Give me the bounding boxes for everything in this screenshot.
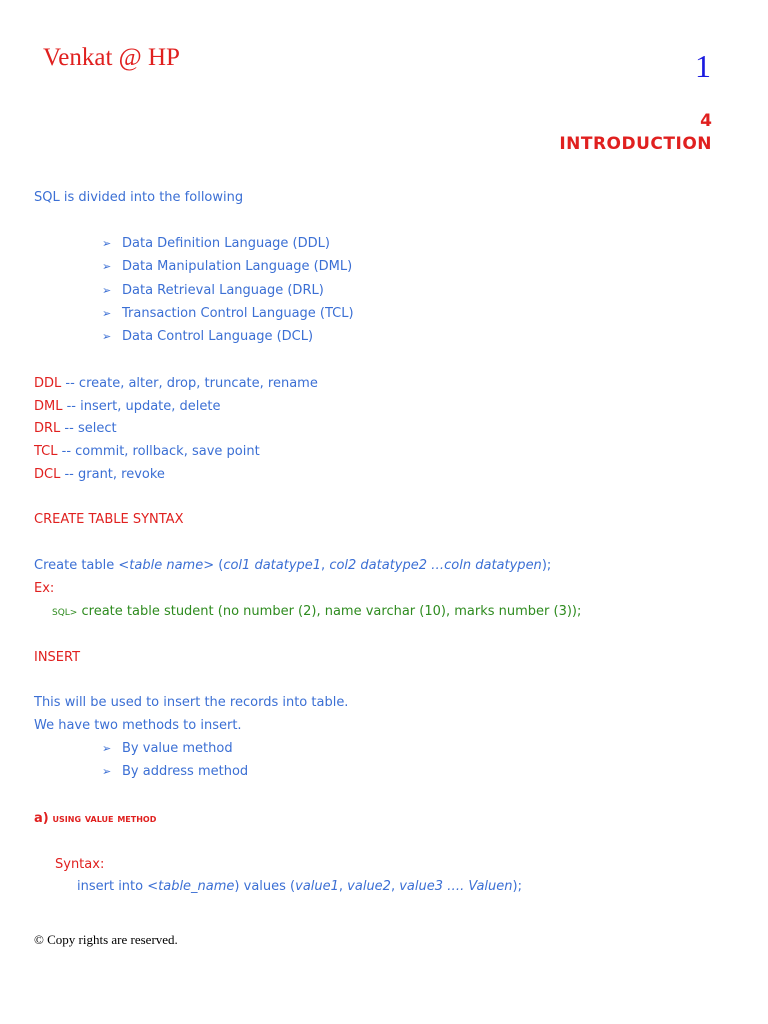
example-label: Ex:: [34, 581, 55, 596]
command-key: DCL: [34, 467, 61, 482]
syntax-value: value1: [295, 879, 339, 894]
command-sep: --: [60, 421, 78, 436]
arrow-bullet-icon: ➢: [102, 742, 112, 755]
syntax-table-name: table name: [129, 558, 204, 573]
list-item: [102, 259, 352, 274]
command-sep: --: [60, 467, 78, 482]
sql-prompt: SQL>: [52, 608, 78, 618]
command-row: [34, 421, 117, 436]
chapter-title: INTRODUCTION: [559, 134, 712, 154]
method-label: By address method: [122, 764, 249, 779]
syntax-table-name: table_name: [158, 879, 235, 894]
syntax-text: insert into <: [77, 879, 159, 894]
command-row: [34, 467, 165, 482]
list-item: [102, 741, 233, 756]
intro-lead: SQL is divided into the following: [34, 190, 244, 205]
chapter-number: 4: [700, 111, 712, 131]
list-item: [102, 764, 248, 779]
list-item: [102, 236, 330, 251]
language-label: Data Control Language (DCL): [122, 329, 314, 344]
syntax-label: Syntax:: [55, 857, 105, 872]
command-sep: --: [57, 444, 76, 459]
insert-heading: INSERT: [34, 650, 81, 665]
value-method-prefix: a): [34, 811, 49, 826]
command-key: DML: [34, 399, 63, 414]
syntax-text: );: [541, 558, 552, 573]
page-number: 1: [695, 48, 711, 84]
arrow-bullet-icon: ➢: [102, 765, 112, 778]
insert-methods-intro: We have two methods to insert.: [34, 718, 242, 733]
method-label: By value method: [122, 741, 233, 756]
syntax-text: ,: [338, 879, 348, 894]
syntax-columns: col2 datatype2 …coln datatypen: [329, 558, 542, 573]
syntax-text: ,: [321, 558, 330, 573]
arrow-bullet-icon: ➢: [102, 237, 112, 250]
command-value: insert, update, delete: [80, 399, 221, 414]
syntax-text: );: [512, 879, 522, 894]
value-method-label: [34, 811, 156, 826]
syntax-text: Create table <: [34, 558, 130, 573]
syntax-value: value3 …. Valuen: [399, 879, 513, 894]
command-value: commit, rollback, save point: [75, 444, 260, 459]
list-item: [102, 283, 324, 298]
command-value: create, alter, drop, truncate, rename: [78, 376, 318, 391]
language-label: Data Manipulation Language (DML): [122, 259, 353, 274]
syntax-columns: col1 datatype1: [223, 558, 322, 573]
insert-description: This will be used to insert the records into table.: [34, 695, 349, 710]
command-row: [34, 376, 318, 391]
arrow-bullet-icon: ➢: [102, 330, 112, 343]
syntax-text: > (: [203, 558, 224, 573]
language-label: Transaction Control Language (TCL): [122, 306, 354, 321]
language-label: Data Retrieval Language (DRL): [122, 283, 324, 298]
list-item: [102, 329, 313, 344]
command-key: DRL: [34, 421, 61, 436]
example-code: create table student (no number (2), name varchar (10), marks number (3));: [77, 604, 582, 619]
list-item: [102, 306, 354, 321]
create-table-heading: CREATE TABLE SYNTAX: [34, 512, 184, 527]
syntax-text: ) values (: [234, 879, 296, 894]
syntax-text: ,: [390, 879, 400, 894]
value-method-title: using value method: [48, 812, 157, 825]
arrow-bullet-icon: ➢: [102, 260, 112, 273]
command-key: DDL: [34, 376, 62, 391]
command-value: grant, revoke: [78, 467, 165, 482]
command-row: [34, 444, 260, 459]
syntax-value: value2: [347, 879, 391, 894]
command-sep: --: [61, 376, 79, 391]
arrow-bullet-icon: ➢: [102, 284, 112, 297]
copyright-footer: © Copy rights are reserved.: [34, 932, 178, 947]
insert-syntax: [77, 879, 522, 894]
arrow-bullet-icon: ➢: [102, 307, 112, 320]
command-key: TCL: [34, 444, 58, 459]
command-value: select: [77, 421, 117, 436]
language-label: Data Definition Language (DDL): [122, 236, 330, 251]
author-heading: Venkat @ HP: [43, 44, 180, 71]
create-table-syntax: [34, 558, 551, 573]
example-statement: [52, 604, 581, 619]
command-sep: --: [62, 399, 81, 414]
command-row: [34, 399, 221, 414]
